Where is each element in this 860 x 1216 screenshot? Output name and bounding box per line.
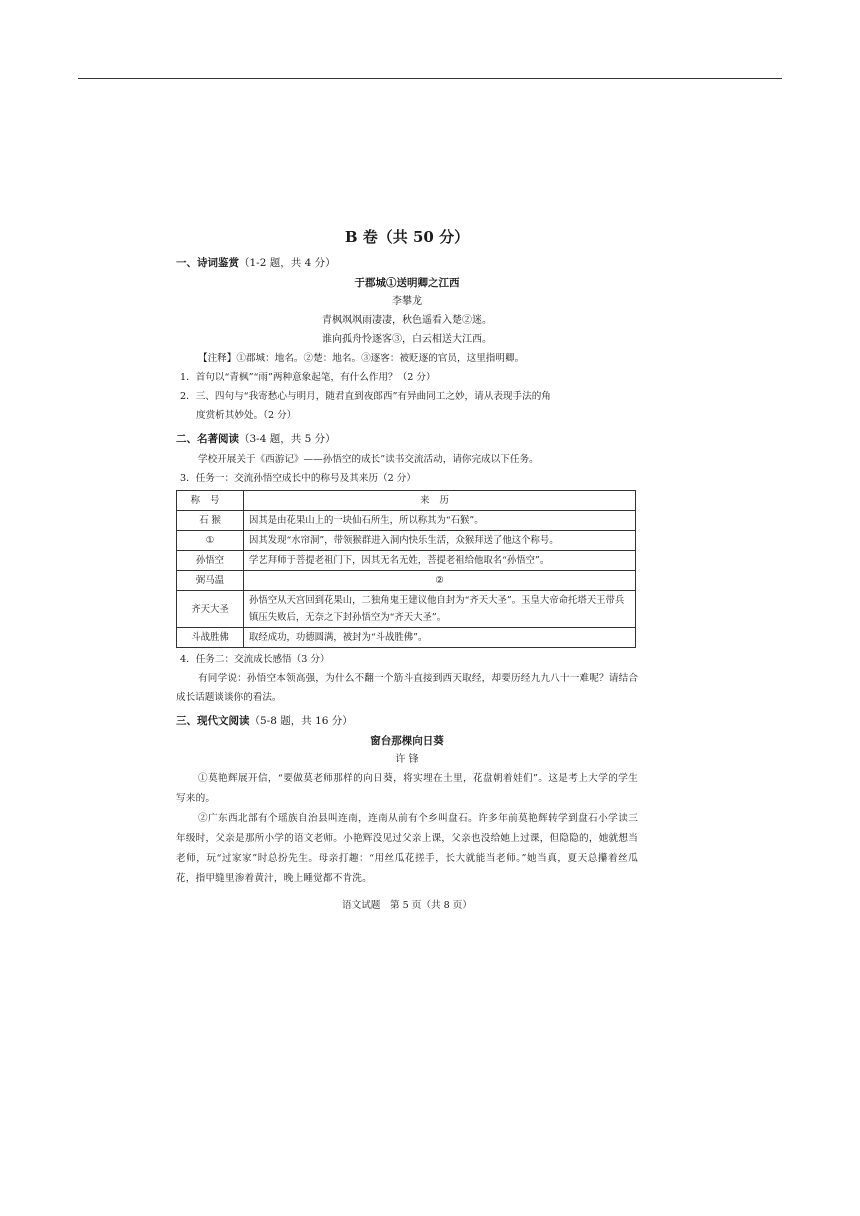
- table-cell-name: ①: [177, 531, 244, 551]
- page-footer: 语文试题 第 5 页（共 8 页）: [342, 900, 472, 911]
- article-title: 窗台那棵向日葵: [370, 735, 444, 747]
- table-cell-origin: 因其发现“水帘洞”，带领猴群进入洞内快乐生活，众猴拜送了他这个称号。: [244, 531, 636, 551]
- table-cell-origin: 因其是由花果山上的一块仙石所生，所以称其为“石猴”。: [244, 511, 636, 531]
- section-intro: 学校开展关于《西游记》——孙悟空的成长”读书交流活动，请你完成以下任务。: [198, 454, 539, 465]
- table-row: [177, 628, 636, 648]
- poem-line: 青枫飒飒雨凄凄，秋色遥看入楚②迷。: [322, 315, 492, 326]
- table-header-row: [177, 491, 636, 511]
- section-heading-label: 三、现代文阅读: [176, 715, 250, 727]
- table-row: [177, 531, 636, 551]
- section-heading-classics: [176, 431, 638, 448]
- header-rule: [78, 78, 782, 79]
- table-cell-origin: 孙悟空从天宫回到花果山，二独角鬼王建议他自封为“齐天大圣”。玉皇大帝命托塔天王带兵镇压失败后，无奈之下封孙悟空为“齐天大圣”。: [244, 591, 636, 628]
- section-heading-sub: （3-4 题，共 5 分）: [239, 433, 336, 445]
- title-origin-table: [176, 490, 636, 648]
- poem-title: 于郡城①送明卿之江西: [354, 277, 460, 289]
- table-row: [177, 551, 636, 571]
- table-header-origin: 来历: [244, 491, 636, 511]
- table-row: [177, 591, 636, 628]
- table-cell-name: 弼马温: [177, 571, 244, 591]
- table-cell-name: 孙悟空: [177, 551, 244, 571]
- section-heading-sub: （1-2 题，共 4 分）: [239, 257, 336, 269]
- question-1: 1．首句以“青枫”“雨”两种意象起笔，有什么作用？（2 分）: [180, 372, 436, 383]
- poem-note: 【注释】①郡城：地名。②楚：地名。③逐客：被贬逐的官员，这里指明卿。: [198, 353, 525, 364]
- section-heading-modern: [176, 713, 638, 730]
- table-cell-name: 斗战胜佛: [177, 628, 244, 648]
- article-paragraph-1: ①莫艳辉展开信，“要做莫老师那样的向日葵，将实埋在土里，花盘朝着娃们”。这是考上大学的学生写来的。: [176, 773, 638, 804]
- question-4-text: 有同学说：孙悟空本领高强，为什么不翻一个筋斗直接到西天取经，却要历经九九八十一难呢？请结合成长话题谈谈你的看法。: [176, 673, 638, 703]
- table-cell-name: 齐天大圣: [177, 591, 244, 628]
- table-row: [177, 511, 636, 531]
- table-row: [177, 571, 636, 591]
- section-heading-label: 二、名著阅读: [176, 433, 239, 445]
- question-2: [176, 387, 638, 425]
- article-paragraph-2: ②广东西北部有个瑶族自治县叫连南，连南从前有个乡叫盘石。许多年前莫艳辉转学到盘石小学读三年级时，父亲是那所小学的语文老师。小艳辉没见过父亲上课，父亲也没给她上过课，但隐隐的，她就想当老师，玩“过家家”时总扮先生。母亲打趣：“用丝瓜花搓手，长大就能当老师。”她当真，夏天总攥着丝瓜花，指甲缝里渗着黄汁，晚上睡觉都不肯洗。: [176, 813, 638, 884]
- question-2-line2: 度赏析其妙处。（2 分）: [196, 410, 297, 421]
- question-2-line1: 2．三、四句与“我寄愁心与明月，随君直到夜郎西”有异曲同工之妙，请从表现手法的角: [180, 391, 551, 402]
- table-cell-origin: ②: [244, 571, 636, 591]
- table-header-name: 称号: [177, 491, 244, 511]
- table-cell-origin: 学艺拜师于菩提老祖门下，因其无名无姓，菩提老祖给他取名“孙悟空”。: [244, 551, 636, 571]
- article-author: 许 锋: [395, 754, 419, 765]
- section-heading-poetry: [176, 255, 638, 272]
- section-heading-label: 一、诗词鉴赏: [176, 257, 239, 269]
- question-3: 3．任务一：交流孙悟空成长中的称号及其来历（2 分）: [180, 473, 416, 484]
- poem-line: 谁向孤舟怜逐客③，白云相送大江西。: [322, 334, 492, 345]
- exam-page: [176, 226, 638, 911]
- question-4: 4．任务二：交流成长感悟（3 分）: [180, 654, 330, 665]
- table-cell-name: 石 猴: [177, 511, 244, 531]
- table-cell-origin: 取经成功，功德圆满，被封为“斗战胜佛”。: [244, 628, 636, 648]
- poem-author: 李攀龙: [392, 296, 422, 307]
- section-heading-sub: （5-8 题，共 16 分）: [249, 715, 353, 727]
- page-title: B 卷（共 50 分）: [344, 228, 470, 246]
